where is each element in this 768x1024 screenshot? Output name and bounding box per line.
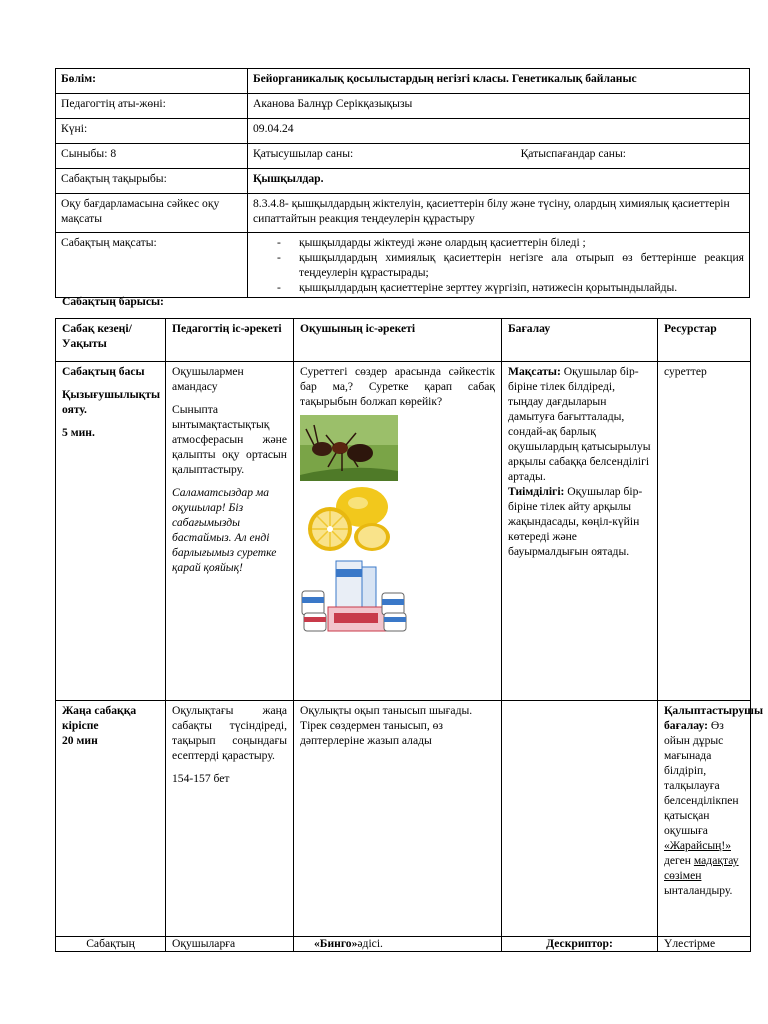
assessment-goal	[508, 364, 651, 484]
topic-value: Қышқылдар.	[248, 169, 750, 194]
resource-cell: Үлестірме	[658, 937, 751, 952]
date-value: 09.04.24	[248, 119, 750, 144]
lemon-picture	[300, 485, 398, 555]
header-teacher: Педагогтің іс-әрекеті	[166, 319, 294, 362]
formative-label: Қалыптастырушы бағалау:	[664, 704, 763, 732]
objectives-label: Оқу бағдарламасына сәйкес оқу мақсаты	[56, 194, 248, 233]
teacher-value: Аканова Балнұр Серікқазықызы	[248, 94, 750, 119]
stage-cell	[56, 701, 166, 937]
stage-cell	[56, 362, 166, 701]
stage-title: Сабақтың басы	[62, 365, 145, 378]
stage-subtitle: Қызығушылықты ояту.	[62, 388, 161, 416]
header-student: Оқушының іс-әрекеті	[294, 319, 502, 362]
objectives-value: 8.3.4.8- қышқылдардың жіктелуін, қасиеттерін білу және түсіну, олардың химиялық қасиеттерін сипаттайтын реакция теңдеулерін құрастыру	[248, 194, 750, 233]
stage-title: Жаңа сабаққа кіріспе	[62, 704, 137, 732]
teacher-text: Оқулықтағы жаңа сабақты түсіндіреді, тақырып соңындағы есептерді қарастыру.	[172, 704, 287, 762]
teacher-cell: Оқушыларға	[166, 937, 294, 952]
stage-time: 20 мин	[62, 734, 98, 747]
class-label: Сыныбы: 8	[56, 144, 248, 169]
present-label: Қатысушылар саны:	[253, 147, 354, 160]
teacher-text: Оқушылармен амандасу	[172, 365, 244, 393]
resource-cell	[658, 701, 763, 937]
stage-cell: Сабақтың	[56, 937, 166, 952]
header-stage: Сабақ кезеңі/Уақыты	[56, 319, 166, 362]
absent-label: Қатыспағандар саны:	[520, 147, 626, 160]
bingo-method: «Бинго»	[314, 937, 358, 950]
teacher-label: Педагогтің аты-жөні:	[56, 94, 248, 119]
teacher-cell	[166, 362, 294, 701]
assessment-cell: Дескриптор:	[502, 937, 658, 952]
assessment-cell	[502, 362, 658, 701]
goals-label: Сабақтың мақсаты:	[56, 233, 248, 298]
teacher-text: Сыныпта ынтымақтастықтық атмосферасын және қалыпты оқу ортасын қалыптастыру.	[172, 403, 287, 476]
goal-label: Мақсаты:	[508, 365, 561, 378]
teacher-quote: Саламатсыздар ма оқушылар! Біз сабағымызды бастаймыз. Ал енді барлығымыз суретке қарай қояйық!	[172, 486, 277, 574]
lesson-info-table	[55, 68, 750, 298]
date-label: Күні:	[56, 119, 248, 144]
goal-item: - қышқылдардың қасиеттеріне зерттеу жүргізіп, нәтижесін қорытындылайды.	[253, 280, 744, 295]
student-cell: Оқулықты оқып танысып шығады. Тірек сөздермен танысып, өз дәптерлеріне жазып алады	[294, 701, 502, 937]
dairy-products-picture	[300, 559, 408, 635]
ant-picture	[300, 415, 398, 481]
assessment-cell	[502, 701, 658, 937]
goal-item: - қышқылдардың химиялық қасиеттерін негізге ала отырып өз беттерінше реакция теңдеулерін құрастырады;	[253, 250, 744, 280]
formative-text: деген	[664, 854, 694, 867]
goals-list	[253, 235, 744, 295]
praise-word: «Жарайсың!»	[664, 839, 731, 852]
stage-time: 5 мин.	[62, 426, 95, 439]
student-text: Суреттегі сөздер арасында сәйкестік бар ма,? Суретке қарап сабақ тақырыбын болжап көрейік?	[300, 365, 495, 408]
teacher-cell	[166, 701, 294, 937]
student-cell	[294, 937, 502, 952]
goal-text: Оқушылар бір-біріне тілек білдіреді, тыңдау дағдыларын дамытуға бағытталады, сондай-ақ барлық оқушылардың қатысырылуы арқылы сабаққа белсенділігі артады.	[508, 365, 651, 483]
goal-item: - қышқылдарды жіктеуді және олардың қасиеттерін біледі ;	[253, 235, 744, 250]
formative-text: Өз ойын дұрыс мағынада білдіріп, талқылауға белсенділікпен қатысқан оқушыға	[664, 719, 739, 837]
pictures	[300, 415, 495, 635]
assessment-effectiveness	[508, 484, 651, 559]
method-suffix: әдісі.	[357, 937, 383, 950]
lesson-progress-title: Сабақтың барысы:	[62, 295, 164, 308]
page-reference: 154-157 бет	[172, 772, 230, 785]
effectiveness-text: Оқушылар бір-біріне тілек айту арқылы жақындасады, көңіл-күйін көтереді және бауырмалдығын оятады.	[508, 485, 643, 558]
header-resources: Ресурстар	[658, 319, 751, 362]
student-cell	[294, 362, 502, 701]
praise-phrase: мадақтау сөзімен	[664, 854, 739, 882]
formative-text: ынталандыру.	[664, 884, 733, 897]
topic-label: Сабақтың тақырыбы:	[56, 169, 248, 194]
section-label: Бөлім:	[56, 69, 248, 94]
lesson-progress-table	[55, 318, 763, 952]
goals-cell	[248, 233, 750, 298]
resource-cell: суреттер	[658, 362, 751, 701]
section-value: Бейорганикалық қосылыстардың негізгі класы. Генетикалық байланыс	[248, 69, 750, 94]
effectiveness-label: Тиімділігі:	[508, 485, 565, 498]
attendance-cell	[248, 144, 750, 169]
header-assessment: Бағалау	[502, 319, 658, 362]
